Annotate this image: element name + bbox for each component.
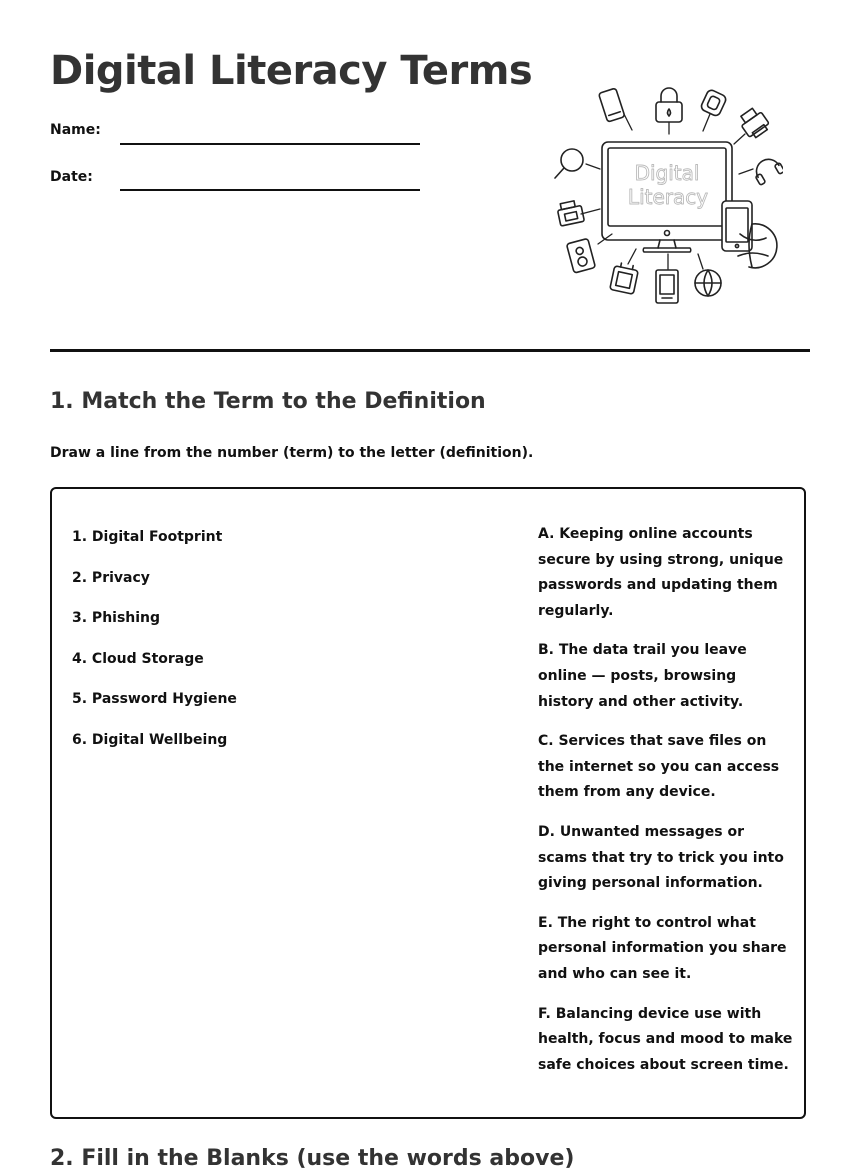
network-globe-icon [695, 270, 721, 296]
terms-list [72, 527, 237, 771]
printer-icon [737, 105, 772, 140]
screen-text-line2: Literacy [627, 185, 709, 209]
definition-item[interactable]: A. Keeping online accounts secure by using strong, unique passwords and updating them regularly. [538, 526, 784, 619]
definition-item[interactable]: C. Services that save files on the internet so you can access them from any device. [538, 733, 780, 801]
speaker-icon [566, 238, 595, 273]
definition-item[interactable]: F. Balancing device use with health, focus and mood to make safe choices about screen time. [538, 1005, 793, 1073]
term-item[interactable]: 6. Digital Wellbeing [72, 731, 228, 748]
term-item[interactable]: 3. Phishing [72, 610, 161, 627]
matching-box [50, 487, 806, 1119]
tablet-icon [722, 201, 752, 251]
name-field[interactable] [120, 143, 420, 145]
definitions-list [538, 527, 793, 1097]
ebook-icon [656, 270, 678, 303]
lock-icon [656, 88, 682, 122]
date-label: Date: [50, 169, 93, 185]
headset-icon [750, 154, 783, 185]
section1-instructions: Draw a line from the number (term) to the letter (definition). [50, 445, 534, 461]
date-field[interactable] [120, 189, 420, 191]
page-title: Digital Literacy Terms [50, 48, 533, 94]
term-item[interactable]: 2. Privacy [72, 569, 150, 586]
term-item[interactable]: 4. Cloud Storage [72, 650, 204, 667]
definition-item[interactable]: D. Unwanted messages or scams that try to trick you into giving personal information. [538, 823, 784, 892]
phone-icon [598, 88, 624, 122]
header-divider [50, 349, 810, 352]
magnifier-icon [555, 149, 583, 178]
shield-icon [700, 89, 727, 117]
definition-item[interactable]: E. The right to control what personal information you share and who can see it. [538, 914, 787, 982]
definition-item[interactable]: B. The data trail you leave online — posts, browsing history and other activity. [538, 642, 747, 710]
digital-literacy-illustration [548, 84, 783, 309]
chip-icon [610, 262, 639, 294]
name-label: Name: [50, 122, 101, 138]
section1-title: 1. Match the Term to the Definition [50, 389, 486, 414]
section2-title: 2. Fill in the Blanks (use the words above) [50, 1146, 575, 1171]
screen-text-line1: Digital [634, 161, 700, 185]
term-item[interactable]: 1. Digital Footprint [72, 529, 223, 545]
term-item[interactable]: 5. Password Hygiene [72, 691, 237, 708]
camera-icon [556, 200, 584, 227]
